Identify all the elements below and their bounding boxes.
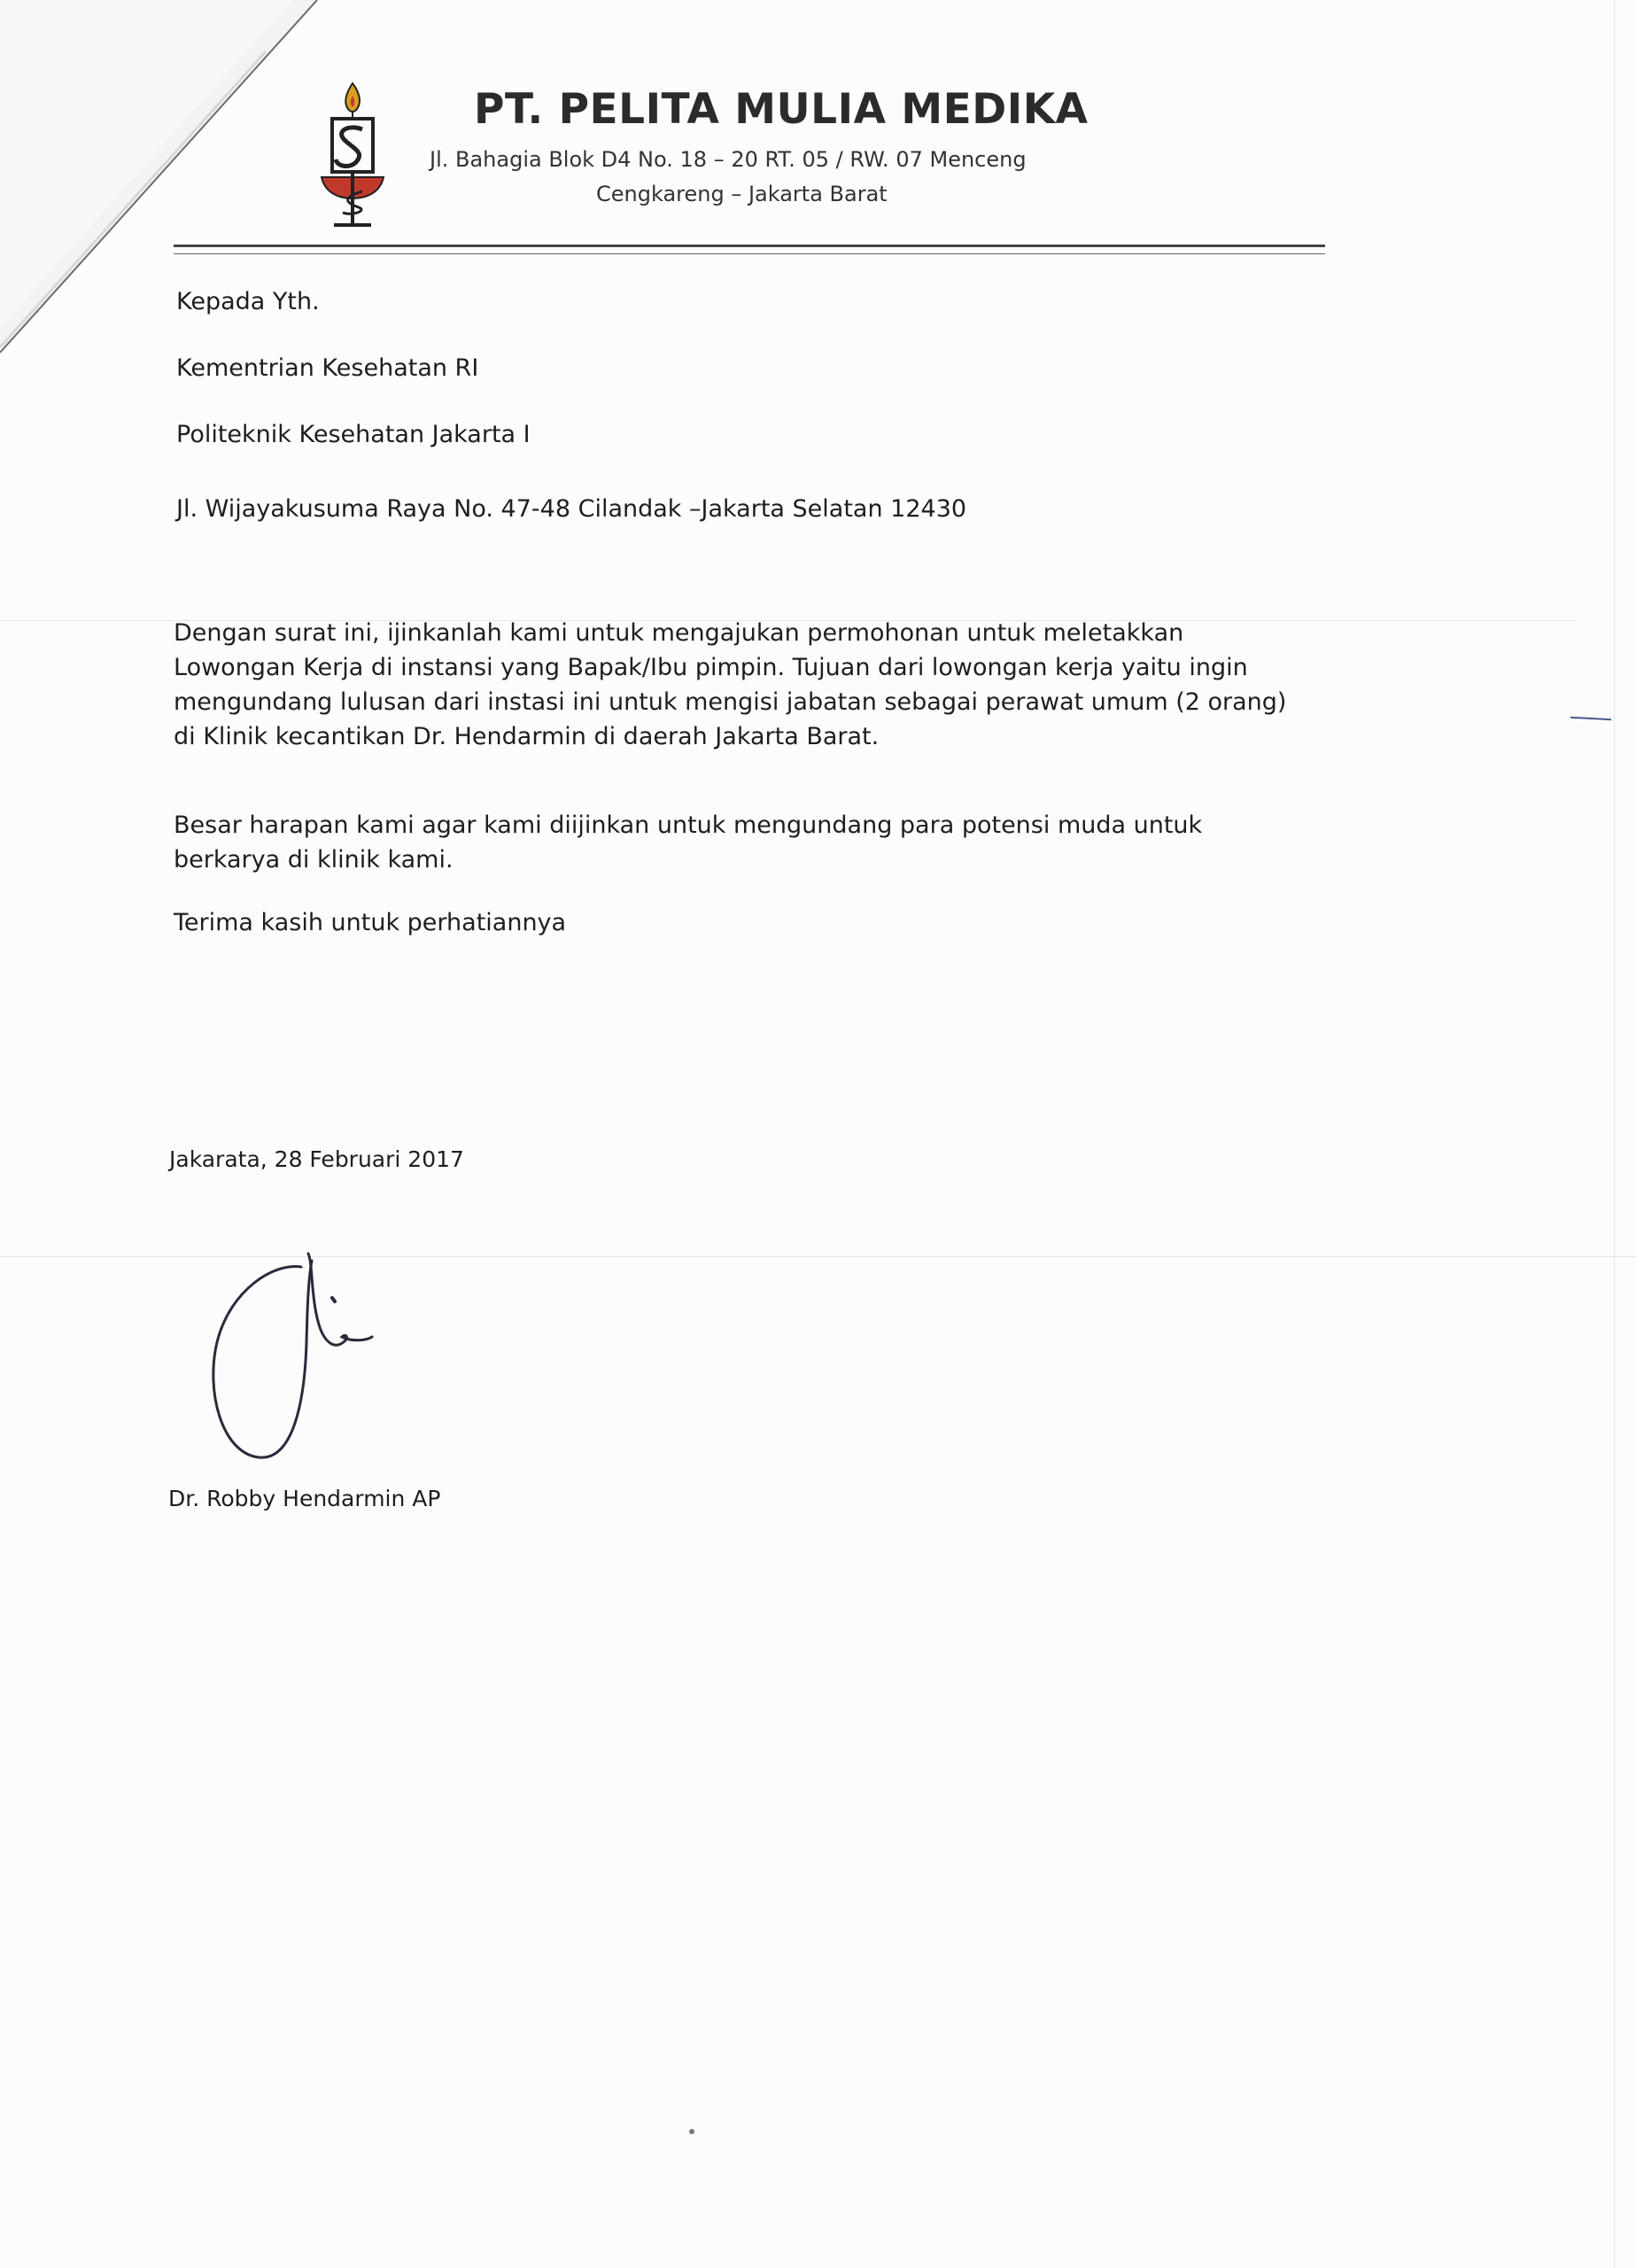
pen-mark bbox=[1570, 717, 1611, 720]
place-and-date: Jakarata, 28 Februari 2017 bbox=[169, 1146, 464, 1172]
body-paragraph-2 bbox=[174, 808, 1202, 877]
company-name: PT. PELITA MULIA MEDIKA bbox=[474, 85, 1089, 134]
recipient-line-2: Politeknik Kesehatan Jakarta I bbox=[176, 421, 531, 448]
body-line: Dengan surat ini, ijinkanlah kami untuk mengajukan permohonan untuk meletakkan bbox=[174, 619, 1184, 647]
recipient-address: Jl. Wijayakusuma Raya No. 47-48 Cilandak –Jakarta Selatan 12430 bbox=[176, 495, 967, 523]
body-line: mengundang lulusan dari instasi ini untuk mengisi jabatan sebagai perawat umum (2 orang) bbox=[174, 688, 1287, 716]
body-line: di Klinik kecantikan Dr. Hendarmin di daerah Jakarta Barat. bbox=[174, 723, 880, 750]
ink-speck bbox=[689, 2129, 694, 2134]
signatory-name: Dr. Robby Hendarmin AP bbox=[168, 1486, 441, 1511]
company-address-line-1: Jl. Bahagia Blok D4 No. 18 – 20 RT. 05 / RW. 07 Menceng bbox=[430, 147, 1027, 172]
handwritten-signature-icon bbox=[195, 1245, 390, 1475]
letterhead-rule-thin bbox=[174, 253, 1325, 254]
body-line: berkarya di klinik kami. bbox=[174, 846, 454, 874]
company-address-line-2: Cengkareng – Jakarta Barat bbox=[596, 182, 888, 206]
body-line: Besar harapan kami agar kami diijinkan untuk mengundang para potensi muda untuk bbox=[174, 812, 1203, 839]
page-edge bbox=[1614, 0, 1615, 2268]
body-paragraph-3 bbox=[174, 905, 566, 940]
recipient-line-1: Kementrian Kesehatan RI bbox=[176, 354, 479, 382]
body-paragraph-1 bbox=[174, 616, 1286, 754]
body-line: Terima kasih untuk perhatiannya bbox=[174, 909, 567, 936]
letterhead-rule bbox=[174, 245, 1325, 247]
candle-with-caduceus-icon bbox=[313, 78, 392, 229]
body-line: Lowongan Kerja di instansi yang Bapak/Ibu pimpin. Tujuan dari lowongan kerja yaitu ingin bbox=[174, 654, 1248, 681]
recipient-salutation: Kepada Yth. bbox=[176, 288, 320, 315]
